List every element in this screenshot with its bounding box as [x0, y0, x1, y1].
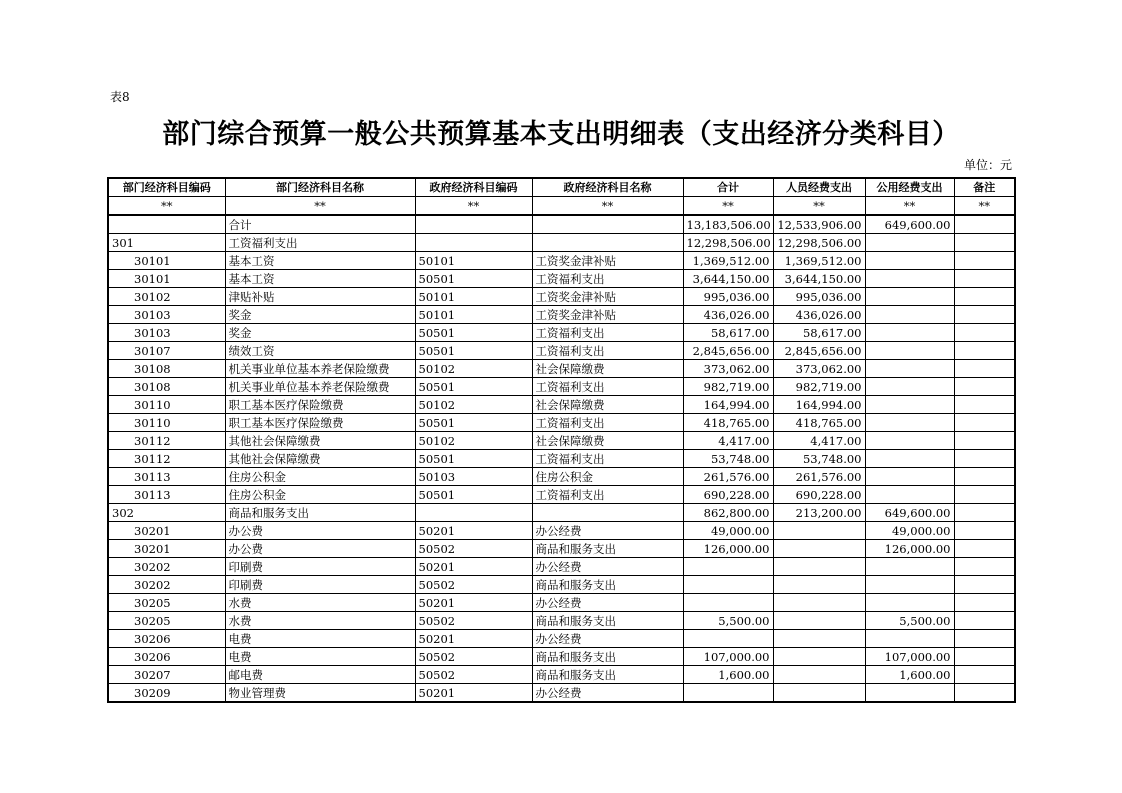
- gov-code-cell: 50102: [415, 396, 532, 414]
- personnel-cell: 261,576.00: [773, 468, 865, 486]
- public-cell: 1,600.00: [865, 666, 954, 684]
- dept-name-cell: 办公费: [225, 540, 415, 558]
- note-cell: [954, 288, 1015, 306]
- gov-code-cell: [415, 215, 532, 234]
- personnel-cell: 4,417.00: [773, 432, 865, 450]
- total-cell: 1,369,512.00: [683, 252, 773, 270]
- gov-code-cell: 50201: [415, 558, 532, 576]
- gov-code-cell: 50201: [415, 630, 532, 648]
- table-row: [108, 396, 1015, 414]
- gov-code-cell: 50501: [415, 450, 532, 468]
- gov-code-cell: 50502: [415, 540, 532, 558]
- table-row: [108, 252, 1015, 270]
- dept-code-cell: 30201: [108, 540, 225, 558]
- public-cell: 649,600.00: [865, 504, 954, 522]
- marker-cell: **: [954, 197, 1015, 216]
- gov-name-cell: 社会保障缴费: [532, 396, 683, 414]
- table-row: [108, 306, 1015, 324]
- public-cell: [865, 324, 954, 342]
- dept-name-cell: 其他社会保障缴费: [225, 432, 415, 450]
- public-cell: 126,000.00: [865, 540, 954, 558]
- total-cell: 982,719.00: [683, 378, 773, 396]
- dept-code-cell: 30108: [108, 360, 225, 378]
- public-cell: [865, 486, 954, 504]
- total-cell: 690,228.00: [683, 486, 773, 504]
- dept-code-cell: 30206: [108, 630, 225, 648]
- table-row: [108, 486, 1015, 504]
- total-cell: 418,765.00: [683, 414, 773, 432]
- gov-code-cell: 50501: [415, 270, 532, 288]
- table-row: [108, 234, 1015, 252]
- gov-name-cell: 办公经费: [532, 558, 683, 576]
- dept-code-cell: 30101: [108, 270, 225, 288]
- gov-code-cell: 50502: [415, 576, 532, 594]
- dept-name-cell: 电费: [225, 630, 415, 648]
- gov-name-cell: 办公经费: [532, 630, 683, 648]
- gov-name-cell: 工资福利支出: [532, 414, 683, 432]
- gov-name-cell: 住房公积金: [532, 468, 683, 486]
- total-cell: 1,600.00: [683, 666, 773, 684]
- dept-code-cell: 30113: [108, 486, 225, 504]
- table-header-row: [108, 178, 1015, 197]
- gov-name-cell: 工资奖金津补贴: [532, 288, 683, 306]
- dept-code-cell: 30205: [108, 594, 225, 612]
- gov-name-cell: 商品和服务支出: [532, 666, 683, 684]
- column-header: 政府经济科目编码: [415, 178, 532, 197]
- gov-code-cell: 50101: [415, 288, 532, 306]
- gov-name-cell: 办公经费: [532, 522, 683, 540]
- gov-code-cell: 50501: [415, 486, 532, 504]
- note-cell: [954, 396, 1015, 414]
- dept-name-cell: 机关事业单位基本养老保险缴费: [225, 360, 415, 378]
- gov-name-cell: 社会保障缴费: [532, 360, 683, 378]
- total-cell: 261,576.00: [683, 468, 773, 486]
- personnel-cell: 58,617.00: [773, 324, 865, 342]
- public-cell: [865, 270, 954, 288]
- note-cell: [954, 215, 1015, 234]
- gov-name-cell: 工资奖金津补贴: [532, 252, 683, 270]
- gov-name-cell: [532, 504, 683, 522]
- gov-name-cell: 商品和服务支出: [532, 540, 683, 558]
- note-cell: [954, 522, 1015, 540]
- gov-name-cell: 工资福利支出: [532, 342, 683, 360]
- personnel-cell: 982,719.00: [773, 378, 865, 396]
- dept-code-cell: 30103: [108, 306, 225, 324]
- public-cell: [865, 378, 954, 396]
- note-cell: [954, 378, 1015, 396]
- personnel-cell: [773, 540, 865, 558]
- gov-code-cell: 50502: [415, 612, 532, 630]
- column-header: 公用经费支出: [865, 178, 954, 197]
- column-header: 政府经济科目名称: [532, 178, 683, 197]
- dept-code-cell: 30108: [108, 378, 225, 396]
- page-title: 部门综合预算一般公共预算基本支出明细表（支出经济分类科目）: [162, 119, 960, 150]
- total-cell: 126,000.00: [683, 540, 773, 558]
- dept-name-cell: 奖金: [225, 306, 415, 324]
- dept-code-cell: 30110: [108, 414, 225, 432]
- total-cell: [683, 684, 773, 703]
- personnel-cell: [773, 522, 865, 540]
- gov-code-cell: 50101: [415, 306, 532, 324]
- note-cell: [954, 684, 1015, 703]
- note-cell: [954, 252, 1015, 270]
- note-cell: [954, 234, 1015, 252]
- gov-code-cell: [415, 234, 532, 252]
- gov-name-cell: 商品和服务支出: [532, 576, 683, 594]
- public-cell: [865, 558, 954, 576]
- table-row: [108, 630, 1015, 648]
- public-cell: [865, 630, 954, 648]
- table-row: [108, 414, 1015, 432]
- dept-code-cell: 301: [108, 234, 225, 252]
- dept-name-cell: 物业管理费: [225, 684, 415, 703]
- table-row: [108, 450, 1015, 468]
- personnel-cell: [773, 630, 865, 648]
- gov-code-cell: 50501: [415, 378, 532, 396]
- total-cell: [683, 576, 773, 594]
- total-cell: 12,298,506.00: [683, 234, 773, 252]
- public-cell: 5,500.00: [865, 612, 954, 630]
- note-cell: [954, 468, 1015, 486]
- dept-code-cell: 30101: [108, 252, 225, 270]
- table-row: [108, 504, 1015, 522]
- dept-name-cell: 商品和服务支出: [225, 504, 415, 522]
- note-cell: [954, 342, 1015, 360]
- gov-code-cell: 50201: [415, 522, 532, 540]
- table-row: [108, 612, 1015, 630]
- public-cell: 49,000.00: [865, 522, 954, 540]
- personnel-cell: 53,748.00: [773, 450, 865, 468]
- personnel-cell: 213,200.00: [773, 504, 865, 522]
- personnel-cell: [773, 684, 865, 703]
- total-cell: 3,644,150.00: [683, 270, 773, 288]
- gov-code-cell: 50201: [415, 594, 532, 612]
- public-cell: [865, 594, 954, 612]
- gov-code-cell: 50501: [415, 342, 532, 360]
- table-row: [108, 270, 1015, 288]
- gov-name-cell: 商品和服务支出: [532, 612, 683, 630]
- public-cell: [865, 288, 954, 306]
- gov-name-cell: 社会保障缴费: [532, 432, 683, 450]
- gov-code-cell: 50502: [415, 666, 532, 684]
- gov-code-cell: 50102: [415, 360, 532, 378]
- gov-name-cell: 工资福利支出: [532, 486, 683, 504]
- gov-name-cell: [532, 215, 683, 234]
- dept-name-cell: 住房公积金: [225, 486, 415, 504]
- unit-label: 单位：元: [963, 158, 1012, 172]
- dept-name-cell: 津贴补贴: [225, 288, 415, 306]
- marker-cell: **: [108, 197, 225, 216]
- column-header: 人员经费支出: [773, 178, 865, 197]
- total-cell: 13,183,506.00: [683, 215, 773, 234]
- table-row: [108, 468, 1015, 486]
- table-row: [108, 360, 1015, 378]
- personnel-cell: 436,026.00: [773, 306, 865, 324]
- table-row: [108, 215, 1015, 234]
- table-row: [108, 288, 1015, 306]
- note-cell: [954, 306, 1015, 324]
- dept-name-cell: 水费: [225, 594, 415, 612]
- public-cell: [865, 450, 954, 468]
- personnel-cell: 373,062.00: [773, 360, 865, 378]
- personnel-cell: 12,298,506.00: [773, 234, 865, 252]
- personnel-cell: 3,644,150.00: [773, 270, 865, 288]
- total-cell: [683, 594, 773, 612]
- public-cell: 107,000.00: [865, 648, 954, 666]
- total-cell: 164,994.00: [683, 396, 773, 414]
- personnel-cell: 418,765.00: [773, 414, 865, 432]
- dept-name-cell: 职工基本医疗保险缴费: [225, 414, 415, 432]
- dept-code-cell: 30202: [108, 576, 225, 594]
- note-cell: [954, 612, 1015, 630]
- total-cell: 373,062.00: [683, 360, 773, 378]
- table-row: [108, 324, 1015, 342]
- public-cell: [865, 306, 954, 324]
- dept-code-cell: 30112: [108, 432, 225, 450]
- gov-code-cell: 50501: [415, 324, 532, 342]
- personnel-cell: [773, 648, 865, 666]
- gov-name-cell: 办公经费: [532, 594, 683, 612]
- marker-row: [108, 197, 1015, 216]
- dept-name-cell: 合计: [225, 215, 415, 234]
- dept-code-cell: 30207: [108, 666, 225, 684]
- dept-code-cell: 30103: [108, 324, 225, 342]
- note-cell: [954, 666, 1015, 684]
- dept-name-cell: 电费: [225, 648, 415, 666]
- gov-code-cell: 50102: [415, 432, 532, 450]
- total-cell: 107,000.00: [683, 648, 773, 666]
- dept-code-cell: 30209: [108, 684, 225, 703]
- table-row: [108, 432, 1015, 450]
- dept-code-cell: 30205: [108, 612, 225, 630]
- note-cell: [954, 324, 1015, 342]
- dept-code-cell: 30110: [108, 396, 225, 414]
- dept-name-cell: 职工基本医疗保险缴费: [225, 396, 415, 414]
- personnel-cell: 2,845,656.00: [773, 342, 865, 360]
- table-row: [108, 558, 1015, 576]
- total-cell: 49,000.00: [683, 522, 773, 540]
- dept-code-cell: 30201: [108, 522, 225, 540]
- gov-code-cell: 50501: [415, 414, 532, 432]
- note-cell: [954, 504, 1015, 522]
- table-row: [108, 540, 1015, 558]
- personnel-cell: [773, 612, 865, 630]
- total-cell: [683, 558, 773, 576]
- total-cell: 2,845,656.00: [683, 342, 773, 360]
- marker-cell: **: [865, 197, 954, 216]
- note-cell: [954, 540, 1015, 558]
- dept-name-cell: 其他社会保障缴费: [225, 450, 415, 468]
- dept-name-cell: 印刷费: [225, 576, 415, 594]
- dept-name-cell: 水费: [225, 612, 415, 630]
- note-cell: [954, 576, 1015, 594]
- public-cell: [865, 342, 954, 360]
- table-row: [108, 522, 1015, 540]
- gov-name-cell: 工资奖金津补贴: [532, 306, 683, 324]
- personnel-cell: [773, 666, 865, 684]
- public-cell: [865, 234, 954, 252]
- dept-name-cell: 绩效工资: [225, 342, 415, 360]
- public-cell: [865, 468, 954, 486]
- dept-name-cell: 奖金: [225, 324, 415, 342]
- gov-name-cell: 办公经费: [532, 684, 683, 703]
- gov-code-cell: 50502: [415, 648, 532, 666]
- total-cell: 58,617.00: [683, 324, 773, 342]
- dept-name-cell: 工资福利支出: [225, 234, 415, 252]
- total-cell: 862,800.00: [683, 504, 773, 522]
- dept-name-cell: 办公费: [225, 522, 415, 540]
- gov-code-cell: [415, 504, 532, 522]
- note-cell: [954, 414, 1015, 432]
- total-cell: 53,748.00: [683, 450, 773, 468]
- public-cell: [865, 252, 954, 270]
- dept-name-cell: 机关事业单位基本养老保险缴费: [225, 378, 415, 396]
- note-cell: [954, 558, 1015, 576]
- dept-name-cell: 基本工资: [225, 252, 415, 270]
- dept-code-cell: 30107: [108, 342, 225, 360]
- dept-name-cell: 邮电费: [225, 666, 415, 684]
- dept-code-cell: 30112: [108, 450, 225, 468]
- public-cell: [865, 414, 954, 432]
- gov-name-cell: 商品和服务支出: [532, 648, 683, 666]
- gov-code-cell: 50101: [415, 252, 532, 270]
- public-cell: [865, 432, 954, 450]
- table-row: [108, 378, 1015, 396]
- total-cell: [683, 630, 773, 648]
- marker-cell: **: [683, 197, 773, 216]
- column-header: 合计: [683, 178, 773, 197]
- dept-name-cell: 印刷费: [225, 558, 415, 576]
- note-cell: [954, 648, 1015, 666]
- dept-name-cell: 基本工资: [225, 270, 415, 288]
- note-cell: [954, 270, 1015, 288]
- table-row: [108, 594, 1015, 612]
- column-header: 备注: [954, 178, 1015, 197]
- gov-name-cell: 工资福利支出: [532, 378, 683, 396]
- table-body: [108, 215, 1015, 702]
- dept-code-cell: 30206: [108, 648, 225, 666]
- table-row: [108, 342, 1015, 360]
- note-cell: [954, 450, 1015, 468]
- note-cell: [954, 594, 1015, 612]
- gov-name-cell: 工资福利支出: [532, 324, 683, 342]
- gov-code-cell: 50201: [415, 684, 532, 703]
- dept-code-cell: [108, 215, 225, 234]
- public-cell: 649,600.00: [865, 215, 954, 234]
- column-header: 部门经济科目编码: [108, 178, 225, 197]
- personnel-cell: [773, 594, 865, 612]
- personnel-cell: [773, 558, 865, 576]
- dept-name-cell: 住房公积金: [225, 468, 415, 486]
- table-row: [108, 684, 1015, 703]
- marker-cell: **: [225, 197, 415, 216]
- note-cell: [954, 486, 1015, 504]
- marker-cell: **: [415, 197, 532, 216]
- public-cell: [865, 576, 954, 594]
- note-cell: [954, 360, 1015, 378]
- note-cell: [954, 630, 1015, 648]
- column-header: 部门经济科目名称: [225, 178, 415, 197]
- total-cell: 995,036.00: [683, 288, 773, 306]
- gov-name-cell: [532, 234, 683, 252]
- personnel-cell: 1,369,512.00: [773, 252, 865, 270]
- dept-code-cell: 30102: [108, 288, 225, 306]
- total-cell: 436,026.00: [683, 306, 773, 324]
- dept-code-cell: 302: [108, 504, 225, 522]
- public-cell: [865, 684, 954, 703]
- table-row: [108, 648, 1015, 666]
- dept-code-cell: 30113: [108, 468, 225, 486]
- marker-cell: **: [532, 197, 683, 216]
- personnel-cell: 690,228.00: [773, 486, 865, 504]
- total-cell: 5,500.00: [683, 612, 773, 630]
- total-cell: 4,417.00: [683, 432, 773, 450]
- personnel-cell: 12,533,906.00: [773, 215, 865, 234]
- gov-name-cell: 工资福利支出: [532, 450, 683, 468]
- personnel-cell: 995,036.00: [773, 288, 865, 306]
- gov-code-cell: 50103: [415, 468, 532, 486]
- public-cell: [865, 396, 954, 414]
- marker-cell: **: [773, 197, 865, 216]
- expenditure-table: [107, 177, 1016, 703]
- personnel-cell: 164,994.00: [773, 396, 865, 414]
- dept-code-cell: 30202: [108, 558, 225, 576]
- table-row: [108, 666, 1015, 684]
- public-cell: [865, 360, 954, 378]
- note-cell: [954, 432, 1015, 450]
- table-number: 表8: [110, 90, 130, 104]
- gov-name-cell: 工资福利支出: [532, 270, 683, 288]
- personnel-cell: [773, 576, 865, 594]
- table-row: [108, 576, 1015, 594]
